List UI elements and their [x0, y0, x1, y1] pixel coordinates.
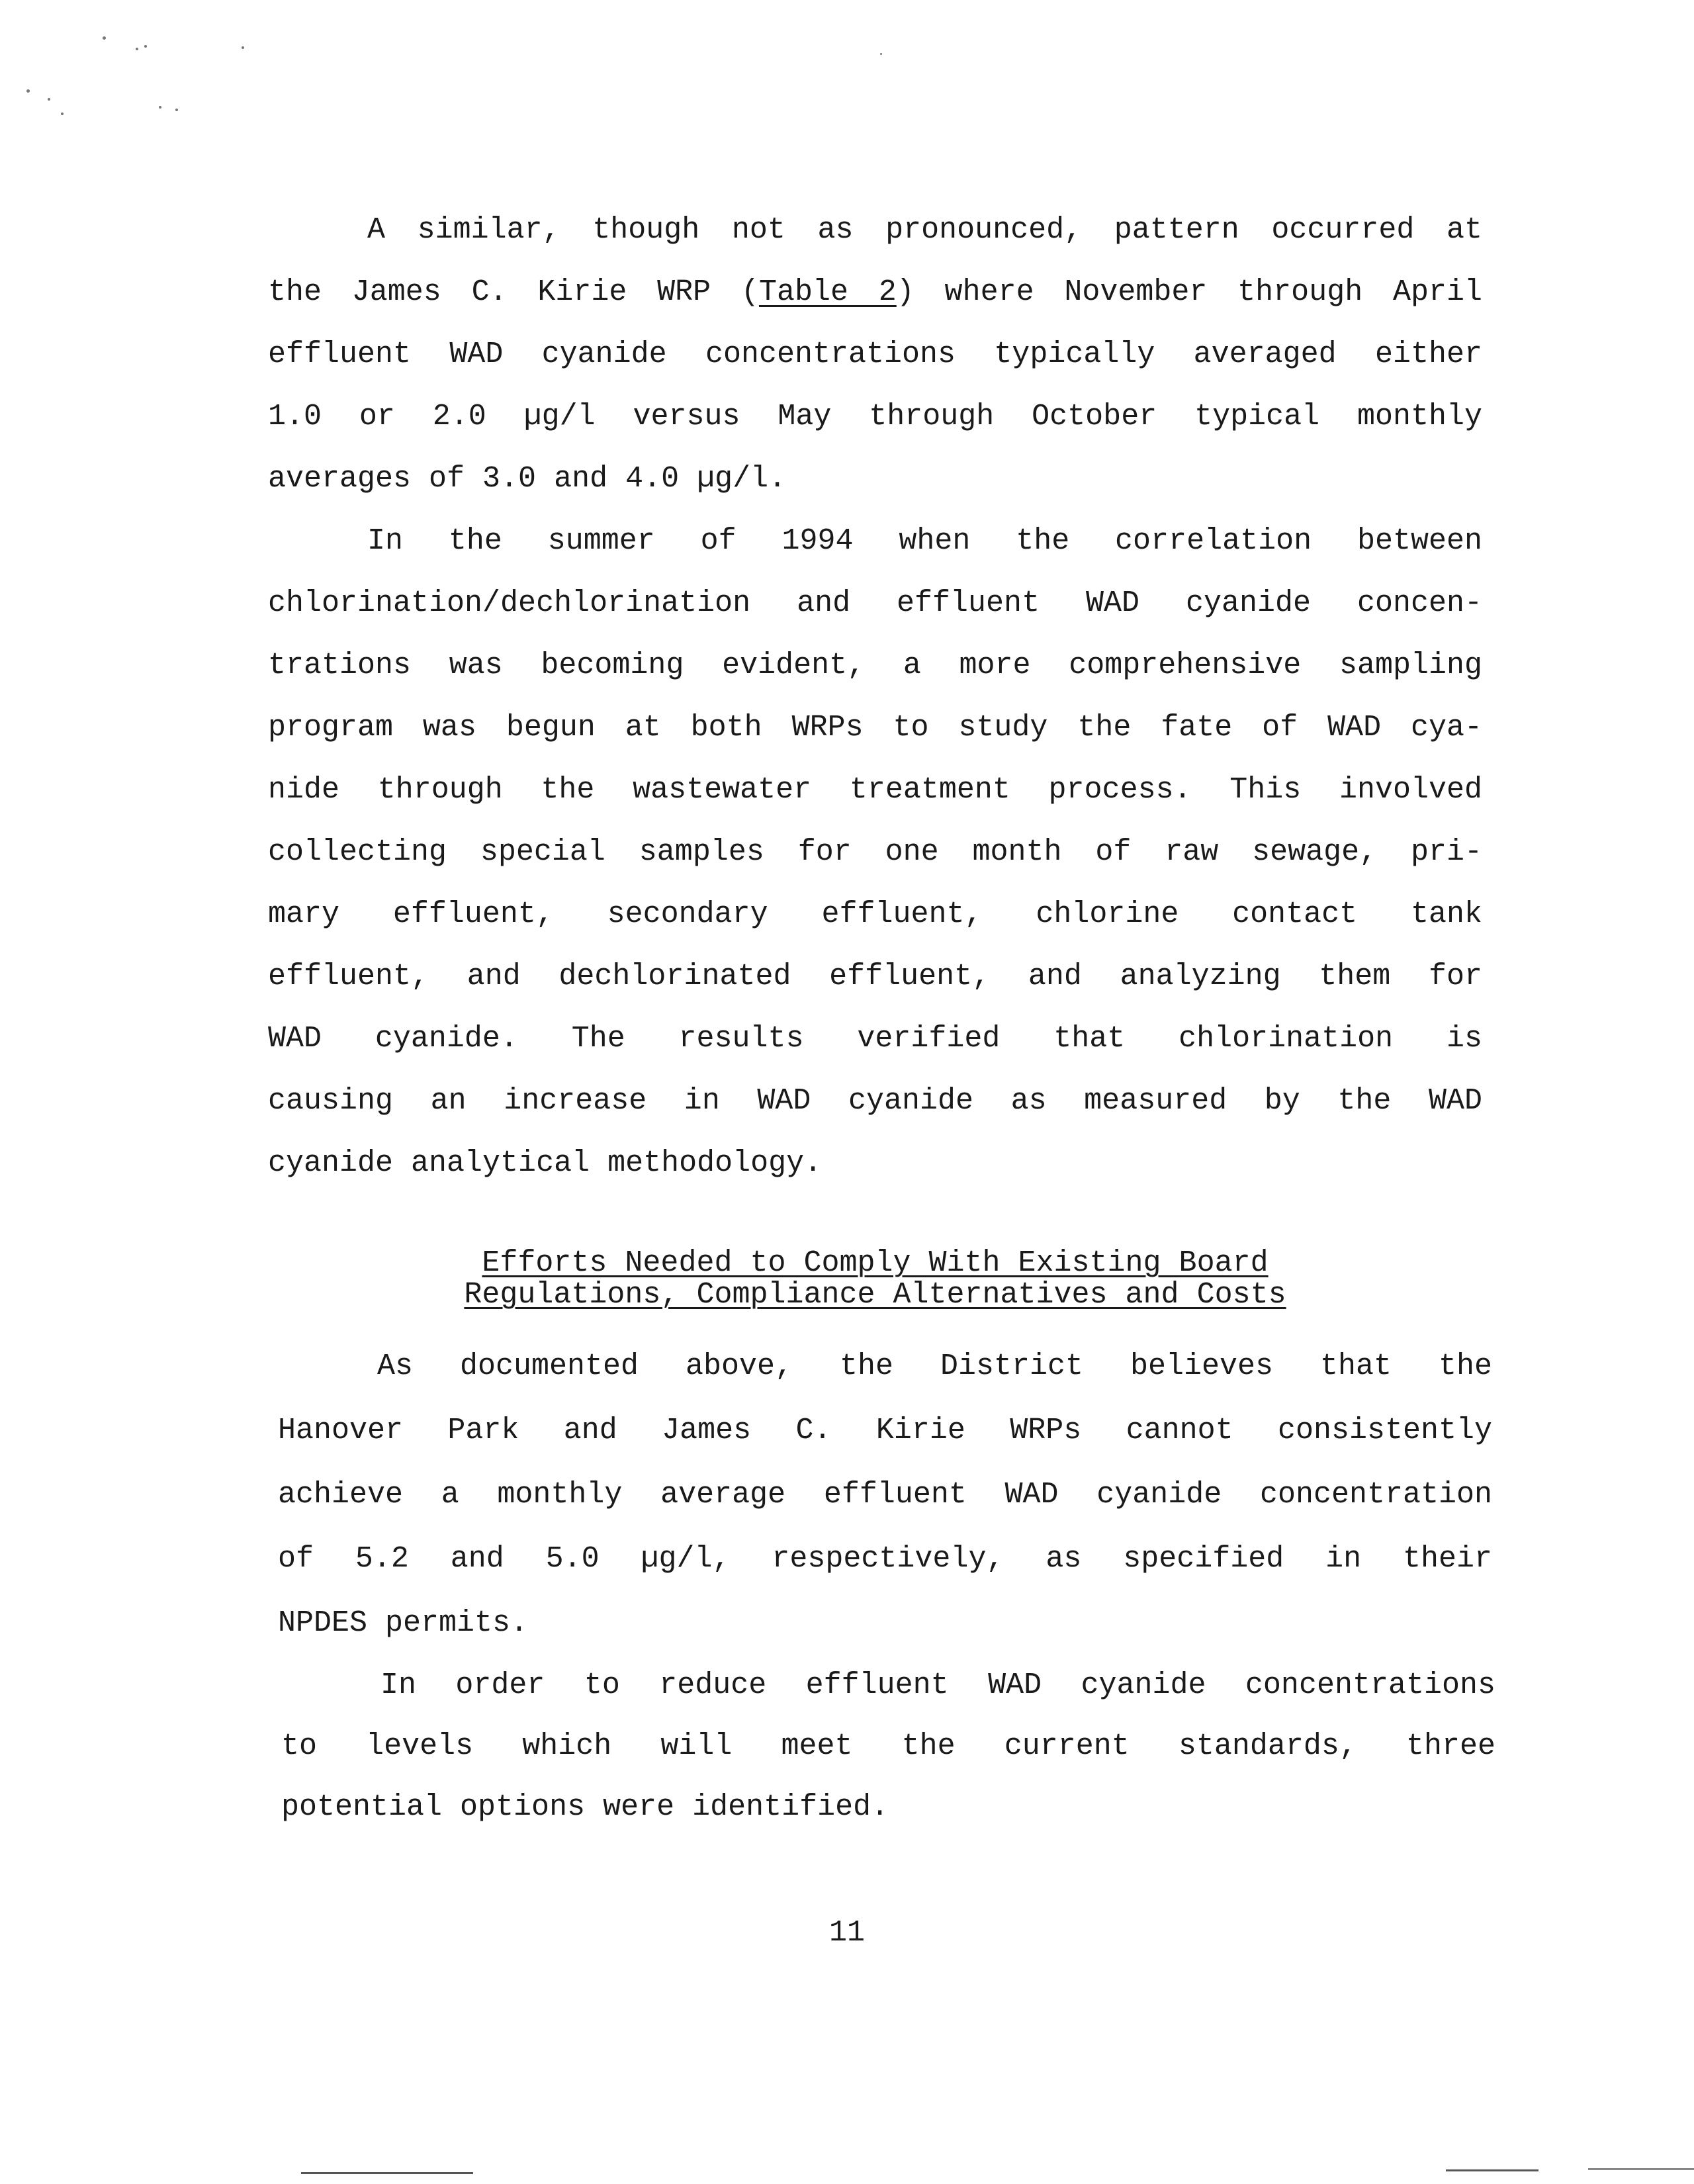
scan-speck — [48, 98, 50, 101]
paragraph-line: effluent, and dechlorinated effluent, and analyzing them for — [268, 960, 1482, 993]
section-heading — [268, 1248, 1482, 1311]
paragraph-line: effluent WAD cyanide concentrations typically averaged either — [268, 338, 1482, 371]
bottom-rule — [301, 2172, 473, 2174]
scan-speck — [61, 113, 64, 115]
scan-speck — [159, 106, 161, 109]
paragraph-line: chlorination/dechlorination and effluent WAD cyanide concen- — [268, 586, 1482, 620]
paragraph-line: averages of 3.0 and 4.0 µg/l. — [268, 462, 787, 496]
section-heading-line: Efforts Needed to Comply With Existing Board — [482, 1246, 1269, 1280]
paragraph-line: A similar, though not as pronounced, pattern occurred at — [367, 213, 1482, 247]
scan-speck — [26, 89, 30, 93]
paragraph-line: to levels which will meet the current standards, three — [281, 1729, 1495, 1763]
scan-speck — [103, 36, 106, 40]
paragraph-line: In order to reduce effluent WAD cyanide concentrations — [380, 1668, 1495, 1702]
paragraph-line: the James C. Kirie WRP (Table 2) where November through April — [268, 275, 1483, 309]
scan-speck — [880, 53, 882, 55]
paragraph-line: nide through the wastewater treatment process. This involved — [268, 773, 1482, 807]
paragraph-line: cyanide analytical methodology. — [268, 1146, 823, 1180]
paragraph-line: 1.0 or 2.0 µg/l versus May through October typical monthly — [268, 400, 1482, 433]
scan-speck — [136, 48, 138, 50]
paragraph-line: trations was becoming evident, a more comprehensive sampling — [268, 649, 1482, 682]
paragraph-line: causing an increase in WAD cyanide as measured by the WAD — [268, 1084, 1482, 1118]
scan-speck — [242, 46, 244, 49]
paragraph-line: Hanover Park and James C. Kirie WRPs cannot consistently — [278, 1414, 1492, 1447]
paragraph-line: In the summer of 1994 when the correlation between — [367, 524, 1482, 558]
paragraph-line: NPDES permits. — [278, 1606, 529, 1640]
bottom-rule — [1446, 2169, 1538, 2171]
section-heading-line: Regulations, Compliance Alternatives and Costs — [464, 1278, 1286, 1312]
paragraph-line: achieve a monthly average effluent WAD cyanide concentration — [278, 1478, 1492, 1512]
paragraph-line: mary effluent, secondary effluent, chlorine contact tank — [268, 897, 1482, 931]
paragraph-line: of 5.2 and 5.0 µg/l, respectively, as specified in their — [278, 1542, 1492, 1576]
paragraph-line: collecting special samples for one month of raw sewage, pri- — [268, 835, 1482, 869]
scan-speck — [144, 45, 147, 48]
bottom-rule — [1588, 2168, 1694, 2170]
table-2-reference: Table 2 — [758, 275, 897, 309]
paragraph-line: WAD cyanide. The results verified that chlorination is — [268, 1022, 1482, 1056]
paragraph-line: As documented above, the District believes that the — [377, 1349, 1492, 1383]
paragraph-line: program was begun at both WRPs to study the fate of WAD cya- — [268, 711, 1482, 745]
page-number: 11 — [828, 1916, 865, 1950]
paragraph-line: potential options were identified. — [281, 1790, 889, 1824]
scan-speck — [175, 109, 178, 111]
